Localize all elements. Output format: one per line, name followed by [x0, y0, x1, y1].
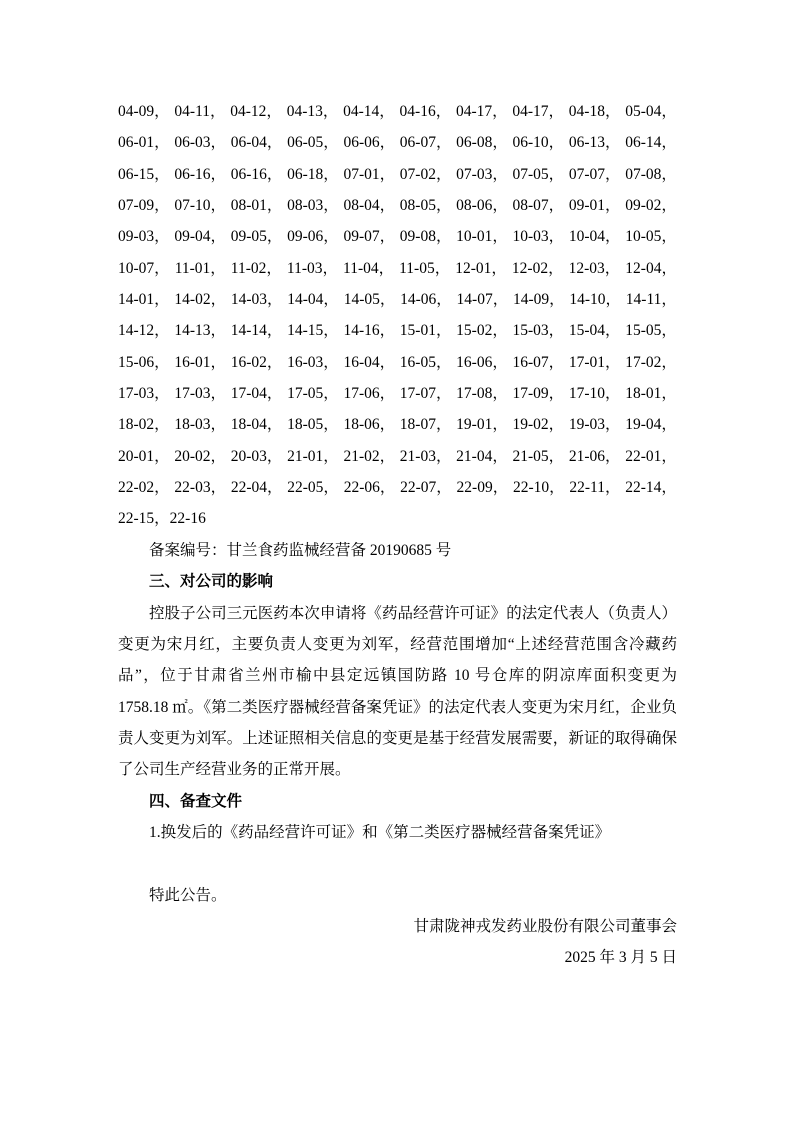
- code-item: 10-03，: [512, 228, 565, 246]
- documents-item: 1.换发后的《药品经营许可证》和《第二类医疗器械经营备案凭证》: [149, 823, 611, 841]
- filing-number-line: 备案编号：甘兰食药监械经营备 20190685 号: [149, 541, 452, 559]
- code-line: [118, 253, 677, 284]
- code-item: 10-01，: [456, 228, 508, 246]
- code-item: 04-17，: [455, 103, 508, 120]
- code-item: 18-03，: [174, 416, 227, 434]
- code-item: 07-10，: [174, 197, 227, 215]
- code-item: 17-04，: [230, 385, 283, 403]
- code-item: 17-10，: [568, 385, 621, 403]
- code-item: 08-04，: [343, 197, 396, 215]
- code-item: 15-04，: [568, 322, 621, 340]
- code-item: 14-03，: [230, 291, 283, 309]
- code-item: 07-07，: [568, 165, 621, 183]
- code-line: [118, 284, 677, 315]
- closing-note: 特此公告。: [149, 886, 227, 904]
- code-item: 04-18，: [568, 103, 621, 120]
- code-item: 18-01，: [625, 385, 677, 403]
- code-line: [118, 378, 677, 409]
- code-item: 20-02，: [174, 447, 227, 465]
- code-line: [118, 409, 677, 440]
- code-item: 17-08，: [456, 385, 508, 403]
- code-item: 16-05，: [399, 353, 452, 371]
- section-impact-heading: 三、对公司的影响: [149, 573, 274, 591]
- code-item: 16-07，: [512, 353, 565, 371]
- code-item: 06-08，: [456, 134, 508, 152]
- code-item: 14-09，: [512, 291, 565, 309]
- code-item: 11-02，: [230, 259, 282, 277]
- code-item: 14-05，: [343, 291, 396, 309]
- signature-date: 2025 年 3 月 5 日: [564, 949, 677, 967]
- code-item: 14-14，: [230, 322, 283, 340]
- code-item: 21-02，: [343, 447, 396, 465]
- code-item: 10-04，: [568, 228, 621, 246]
- code-item: 18-04，: [230, 416, 283, 434]
- code-item: 06-16，: [230, 165, 283, 183]
- code-item: 20-03，: [230, 447, 283, 465]
- code-item: 22-06，: [343, 479, 396, 497]
- code-item: 06-03，: [174, 134, 227, 152]
- code-item: 22-16: [169, 510, 206, 528]
- code-item: 10-07，: [118, 259, 170, 277]
- code-item: 08-07，: [512, 197, 565, 215]
- code-item: 17-05，: [287, 385, 339, 403]
- code-item: 21-06，: [568, 447, 621, 465]
- code-item: 08-05，: [399, 197, 452, 215]
- signature-company: 甘肃陇神戎发药业股份有限公司董事会: [413, 917, 677, 935]
- blank-line: [118, 848, 677, 879]
- code-item: 04-17，: [512, 103, 565, 120]
- code-item: 14-07，: [456, 291, 509, 309]
- code-item: 04-14，: [343, 103, 395, 120]
- code-item: 11-05，: [399, 259, 451, 277]
- code-item: 15-02，: [456, 322, 508, 340]
- code-item: 16-02，: [230, 353, 283, 371]
- code-item: 06-13，: [568, 134, 621, 152]
- code-item: 21-03，: [399, 447, 452, 465]
- code-item: 06-07，: [399, 134, 452, 152]
- code-item: 09-01，: [568, 197, 621, 215]
- code-line: [118, 503, 677, 534]
- code-item: 17-09，: [512, 385, 565, 403]
- code-line: [118, 315, 677, 346]
- code-item: 09-03，: [118, 228, 170, 246]
- code-item: 06-10，: [512, 134, 565, 152]
- code-item: 21-05，: [512, 447, 565, 465]
- section-documents-heading: 四、备查文件: [149, 792, 243, 810]
- code-item: 06-05，: [287, 134, 339, 152]
- code-item: 19-02，: [512, 416, 565, 434]
- code-item: 04-11，: [174, 103, 226, 120]
- code-item: 22-15，: [118, 510, 170, 528]
- code-item: 22-05，: [287, 479, 339, 497]
- code-item: 14-12，: [118, 322, 170, 340]
- code-item: 14-10，: [569, 291, 622, 309]
- code-item: 22-09，: [456, 479, 509, 497]
- code-item: 15-01，: [399, 322, 452, 340]
- code-line: [118, 347, 677, 378]
- code-item: 19-01，: [456, 416, 508, 434]
- code-item: 18-05，: [287, 416, 339, 434]
- code-item: 21-01，: [287, 447, 339, 465]
- code-item: 17-07，: [399, 385, 452, 403]
- code-line: [118, 190, 677, 221]
- code-item: 16-06，: [456, 353, 508, 371]
- impact-paragraph: 控股子公司三元医药本次申请将《药品经营许可证》的法定代表人（负责人）变更为宋月红，主要负责人变更为刘军，经营范围增加“上述经营范围含冷藏药品”，位于甘肃省兰州市榆中县定远镇国防路 10 号仓库的阴凉库面积变更为 1758.18 ㎡。《第二类医疗器械经营备案凭证》的法定代表人变更为宋月红，企业负责人变更为刘军。上述证照相关信息的变更是基于经营发展需要，新证的取得确保了公司生产经营业务的正常开展。: [118, 604, 677, 779]
- code-item: 14-02，: [174, 291, 227, 309]
- code-item: 22-02，: [118, 479, 170, 497]
- code-item: 09-06，: [287, 228, 339, 246]
- code-line: [118, 96, 677, 127]
- code-item: 15-03，: [512, 322, 565, 340]
- code-item: 06-01，: [118, 134, 170, 152]
- code-item: 17-01，: [568, 353, 621, 371]
- code-item: 22-14，: [625, 479, 677, 497]
- code-item: 14-15，: [287, 322, 339, 340]
- code-item: 07-03，: [456, 165, 508, 183]
- code-line: [118, 441, 677, 472]
- code-line: [118, 127, 677, 158]
- code-item: 16-03，: [287, 353, 339, 371]
- code-item: 09-04，: [174, 228, 227, 246]
- code-item: 08-01，: [230, 197, 283, 215]
- code-item: 08-06，: [456, 197, 508, 215]
- code-item: 14-01，: [118, 291, 170, 309]
- code-item: 06-16，: [174, 165, 227, 183]
- code-item: 14-04，: [287, 291, 339, 309]
- code-item: 22-11，: [569, 479, 621, 497]
- code-item: 07-09，: [118, 197, 170, 215]
- code-item: 20-01，: [118, 447, 170, 465]
- code-item: 14-06，: [400, 291, 452, 309]
- code-item: 17-06，: [343, 385, 396, 403]
- code-item: 22-07，: [400, 479, 452, 497]
- code-item: 07-01，: [343, 165, 396, 183]
- code-item: 18-07，: [399, 416, 452, 434]
- code-item: 15-05，: [625, 322, 677, 340]
- code-item: 07-08，: [625, 165, 677, 183]
- code-item: 06-06，: [343, 134, 396, 152]
- code-item: 14-13，: [174, 322, 227, 340]
- code-item: 19-03，: [568, 416, 621, 434]
- code-item: 11-04，: [343, 259, 395, 277]
- code-item: 12-02，: [511, 259, 564, 277]
- code-line: [118, 159, 677, 190]
- code-item: 19-04，: [625, 416, 677, 434]
- code-item: 04-13，: [286, 103, 339, 120]
- code-item: 15-06，: [118, 353, 170, 371]
- code-item: 18-06，: [343, 416, 396, 434]
- code-item: 04-16，: [399, 103, 452, 120]
- code-item: 22-01，: [625, 447, 677, 465]
- code-item: 22-10，: [512, 479, 565, 497]
- code-item: 07-05，: [512, 165, 565, 183]
- code-item: 08-03，: [287, 197, 339, 215]
- code-item: 06-15，: [118, 165, 170, 183]
- code-item: 09-02，: [625, 197, 677, 215]
- code-item: 16-04，: [343, 353, 396, 371]
- code-item: 06-04，: [230, 134, 283, 152]
- code-item: 04-12，: [230, 103, 282, 120]
- code-item: 09-05，: [230, 228, 283, 246]
- certificate-code-list: [118, 96, 677, 535]
- code-item: 12-04，: [625, 259, 677, 277]
- code-item: 11-01，: [174, 259, 226, 277]
- code-item: 06-14，: [625, 134, 677, 152]
- code-item: 17-03，: [174, 385, 227, 403]
- code-item: 11-03，: [286, 259, 338, 277]
- code-item: 22-03，: [174, 479, 227, 497]
- code-item: 22-04，: [230, 479, 283, 497]
- code-item: 17-03，: [118, 385, 170, 403]
- code-item: 07-02，: [399, 165, 452, 183]
- code-item: 17-02，: [625, 353, 677, 371]
- code-item: 12-01，: [455, 259, 507, 277]
- code-item: 14-11，: [625, 291, 677, 309]
- code-line: [118, 472, 677, 503]
- code-item: 12-03，: [568, 259, 621, 277]
- code-item: 09-08，: [399, 228, 452, 246]
- code-item: 14-16，: [343, 322, 396, 340]
- code-item: 16-01，: [174, 353, 227, 371]
- code-item: 05-04，: [625, 103, 677, 120]
- code-item: 18-02，: [118, 416, 170, 434]
- code-item: 06-18，: [287, 165, 339, 183]
- code-line: [118, 221, 677, 252]
- code-item: 10-05，: [625, 228, 677, 246]
- code-item: 09-07，: [343, 228, 396, 246]
- code-item: 04-09，: [118, 103, 170, 120]
- code-item: 21-04，: [456, 447, 508, 465]
